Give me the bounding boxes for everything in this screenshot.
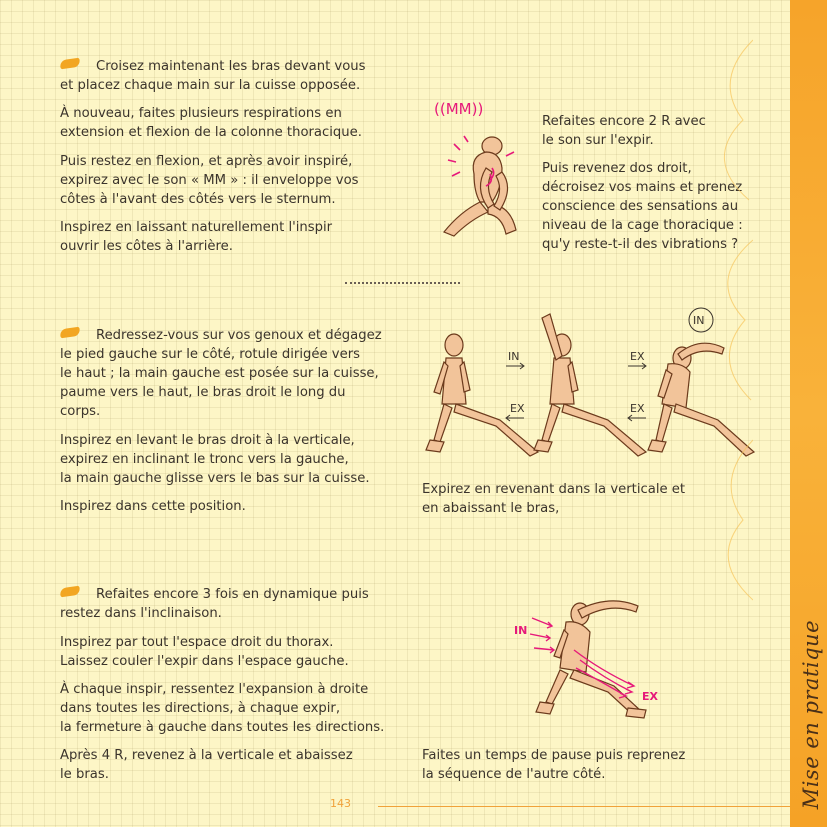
s1-paragraph-2: À nouveau, faites plusieurs respirations en extension et flexion de la colonne thoracique. (60, 106, 362, 140)
exhale-label: EX (510, 402, 525, 415)
inhale-label: IN (508, 350, 520, 363)
orange-bullet-icon (59, 58, 80, 70)
side-tab (790, 0, 827, 827)
footer-rule (378, 806, 790, 807)
s2-caption: Expirez en revenant dans la verticale et en abaissant le bras, (422, 482, 686, 516)
exhale-label: EX (630, 402, 645, 415)
s1-paragraph-4: Inspirez en laissant naturellement l'inspir ouvrir les côtes à l'arrière. (60, 220, 333, 254)
inhale-label: IN (514, 624, 528, 637)
inhale-circle-label: IN (693, 314, 705, 327)
decorative-swirl-pattern (693, 0, 753, 620)
s3-paragraph-2: Inspirez par tout l'espace droit du thorax. Laissez couler l'expir dans l'espace gauche. (60, 635, 349, 669)
s3-paragraph-3: À chaque inspir, ressentez l'expansion à droite dans toutes les directions, à chaque expir, la fermeture à gauche dans toutes les directions. (60, 682, 385, 735)
inclined-lunge-breath-figure (510, 590, 670, 720)
s1-side-paragraph-1: Refaites encore 2 R avec le son sur l'expir. (542, 114, 706, 148)
section-separator (345, 282, 460, 284)
sidebar-title: Mise en pratique (799, 619, 823, 809)
exhale-label: EX (642, 690, 658, 703)
s1-instruction-1: Croisez maintenant les bras devant vous et placez chaque main sur la cuisse opposée. (60, 59, 366, 93)
orange-bullet-icon (59, 586, 80, 598)
s3-caption: Faites un temps de pause puis reprenez la séquence de l'autre côté. (422, 748, 686, 782)
inhale-arrow-icon (530, 634, 550, 641)
page-number: 143 (330, 797, 351, 810)
arrow-right-icon (628, 363, 646, 369)
s3-instruction-1: Refaites encore 3 fois en dynamique puis restez dans l'inclinaison. (60, 587, 369, 621)
inhale-arrow-icon (534, 647, 554, 653)
s1-side-paragraph-2: Puis revenez dos droit, décroisez vos mains et prenez conscience des sensations au niveau de la cage thoracique : qu'y reste-t-il des vibrations ? (542, 161, 743, 252)
exhale-label: EX (630, 350, 645, 363)
s2-instruction-1: Redressez-vous sur vos genoux et dégagez le pied gauche sur le côté, rotule dirigée vers le haut ; la main gauche est posée sur la cuisse, paume vers le haut, le bras droit le long du corps. (60, 328, 382, 419)
s2-paragraph-2: Inspirez en levant le bras droit à la verticale, expirez en inclinant le tronc vers la gauche, la main gauche glisse vers le bas sur la cuisse. (60, 433, 370, 486)
orange-bullet-icon (59, 327, 80, 339)
inhale-arrow-icon (532, 618, 552, 628)
s2-paragraph-3: Inspirez dans cette position. (60, 499, 246, 514)
kneeling-flexion-figure (430, 92, 540, 242)
s3-paragraph-4: Après 4 R, revenez à la verticale et abaissez le bras. (60, 748, 353, 782)
s1-paragraph-3: Puis restez en flexion, et après avoir inspiré, expirez avec le son « MM » : il enveloppe vos côtes à l'avant des côtés vers le sternum. (60, 154, 359, 207)
arrow-left-icon (506, 415, 524, 421)
arrow-left-icon (628, 415, 646, 421)
arrow-right-icon (506, 363, 524, 369)
mm-sound-label: ((MM)) (434, 100, 484, 118)
